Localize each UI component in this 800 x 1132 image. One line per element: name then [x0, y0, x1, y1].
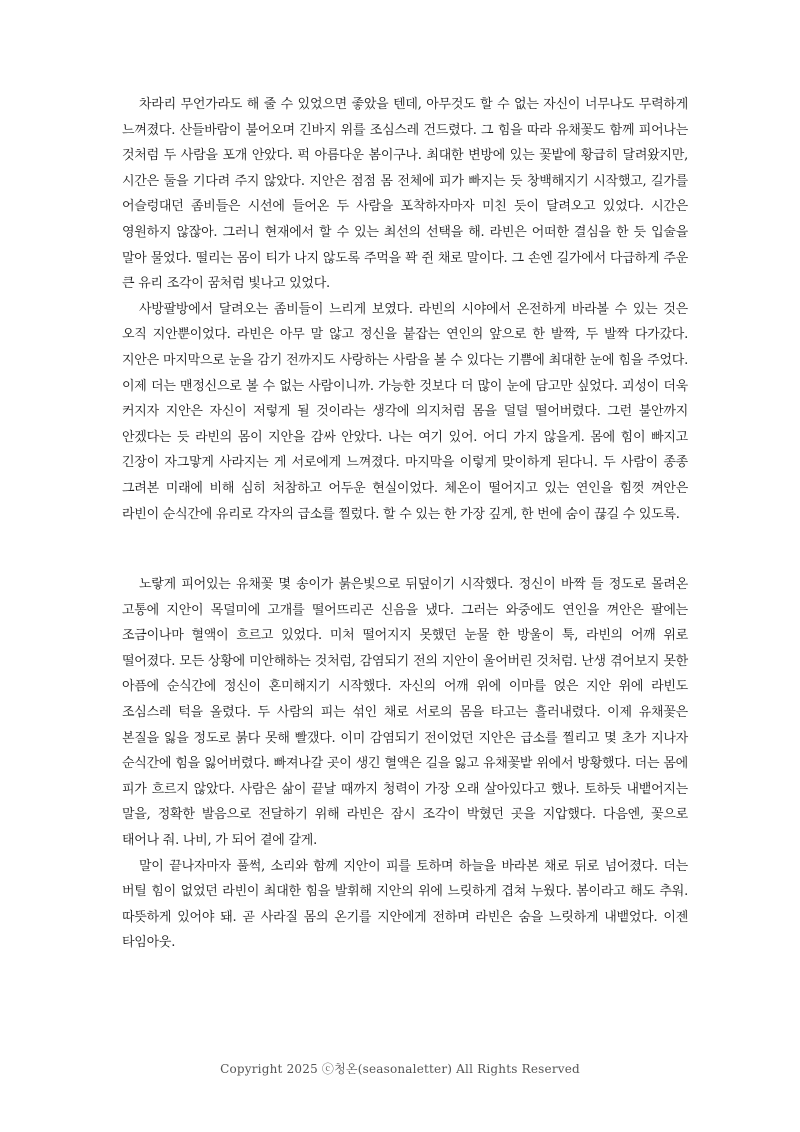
paragraph: 말이 끝나자마자 풀썩, 소리와 함께 지안이 피를 토하며 하늘을 바라본 채로 뒤로 넘어졌다. 더는 버틸 힘이 없었던 라빈이 최대한 힘을 발휘해 지안의 위에 느릿하게 겹쳐 누웠다. 봄이라고 해도 추워. 따뜻하게 있어야 돼. 곧 사라질 몸의 온기를 지안에게 전하며 라빈은 숨을 느릿하게 내뱉었다. 이젠 타임아웃.	[122, 858, 688, 951]
copyright-footer: Copyright 2025 ⓒ청온(seasonaletter) All Rights Reserved	[220, 1062, 580, 1076]
section-1	[122, 92, 688, 527]
section-divider-space	[122, 527, 688, 572]
document-body	[122, 92, 688, 956]
paragraph: 노랗게 피어있는 유채꽃 몇 송이가 붉은빛으로 뒤덮이기 시작했다. 정신이 바짝 들 정도로 몰려온 고통에 지안이 목덜미에 고개를 떨어뜨리곤 신음을 냈다. 그러는 와중에도 연인을 껴안은 팔에는 조금이나마 혈액이 흐르고 있었다. 미처 떨어지지 못했던 눈물 한 방울이 툭, 라빈의 어깨 위로 떨어졌다. 모든 상황에 미안해하는 것처럼, 감염되기 전의 지안이 울어버린 것처럼. 난생 겪어보지 못한 아픔에 순식간에 정신이 혼미해지기 시작했다. 자신의 어깨 위에 이마를 얹은 지안 위에 라빈도 조심스레 턱을 올렸다. 두 사람의 피는 섞인 채로 서로의 몸을 타고는 흘러내렸다. 이제 유채꽃은 본질을 잃을 정도로 붉다 못해 빨갰다. 이미 감염되기 전이었던 지안은 급소를 찔리고 몇 초가 지나자 순식간에 힘을 잃어버렸다. 빠져나갈 곳이 생긴 혈액은 길을 잃고 유채꽃밭 위에서 방황했다. 더는 몸에 피가 흐르지 않았다. 사람은 삶이 끝날 때까지 청력이 가장 오래 살아있다고 했나. 토하듯 내뱉어지는 말을, 정확한 발음으로 전달하기 위해 라빈은 잠시 조각이 박혔던 곳을 지압했다. 다음엔, 꽃으로 태어나 줘. 나비, 가 되어 곁에 갈게.	[122, 577, 688, 849]
section-2	[122, 572, 688, 956]
paragraph: 사방팔방에서 달려오는 좀비들이 느리게 보였다. 라빈의 시야에서 온전하게 바라볼 수 있는 것은 오직 지안뿐이었다. 라빈은 아무 말 않고 정신을 붙잡는 연인의 앞으로 한 발짝, 두 발짝 다가갔다. 지안은 마지막으로 눈을 감기 전까지도 사랑하는 사람을 볼 수 있다는 기쁨에 최대한 눈에 힘을 주었다. 이제 더는 맨정신으로 볼 수 없는 사람이니까. 가능한 것보다 더 많이 눈에 담고만 싶었다. 괴성이 더욱 커지자 지안은 자신이 저렇게 될 것이라는 생각에 의지처럼 몸을 덜덜 떨어버렸다. 그런 불안까지 안겠다는 듯 라빈의 몸이 지안을 감싸 안았다. 나는 여기 있어. 어디 가지 않을게. 몸에 힘이 빠지고 긴장이 자그맣게 사라지는 게 서로에게 느껴졌다. 마지막을 이렇게 맞이하게 된다니. 두 사람이 종종 그려본 미래에 비해 심히 처참하고 어두운 현실이었다. 체온이 떨어지고 있는 연인을 힘껏 껴안은 라빈이 순식간에 유리로 각자의 급소를 찔렀다. 할 수 있는 한 가장 깊게, 한 번에 숨이 끊길 수 있도록.	[122, 301, 688, 522]
paragraph: 차라리 무언가라도 해 줄 수 있었으면 좋았을 텐데, 아무것도 할 수 없는 자신이 너무나도 무력하게 느껴졌다. 산들바람이 불어오며 긴바지 위를 조심스레 건드렸다. 그 힘을 따라 유채꽃도 함께 피어나는 것처럼 두 사람을 포개 안았다. 퍽 아름다운 봄이구나. 최대한 변방에 있는 꽃밭에 황급히 달려왔지만, 시간은 둘을 기다려 주지 않았다. 지안은 점점 몸 전체에 피가 빠지는 듯 창백해지기 시작했고, 길가를 어슬렁대던 좀비들은 시선에 들어온 두 사람을 포착하자마자 미친 듯이 달려오고 있었다. 시간은 영원하지 않잖아. 그러니 현재에서 할 수 있는 최선의 선택을 해. 라빈은 어떠한 결심을 한 듯 입술을 말아 물었다. 떨리는 몸이 티가 나지 않도록 주먹을 꽉 쥔 채로 말이다. 그 손엔 길가에서 다급하게 주운 큰 유리 조각이 꿈처럼 빛나고 있었다.	[122, 97, 688, 292]
